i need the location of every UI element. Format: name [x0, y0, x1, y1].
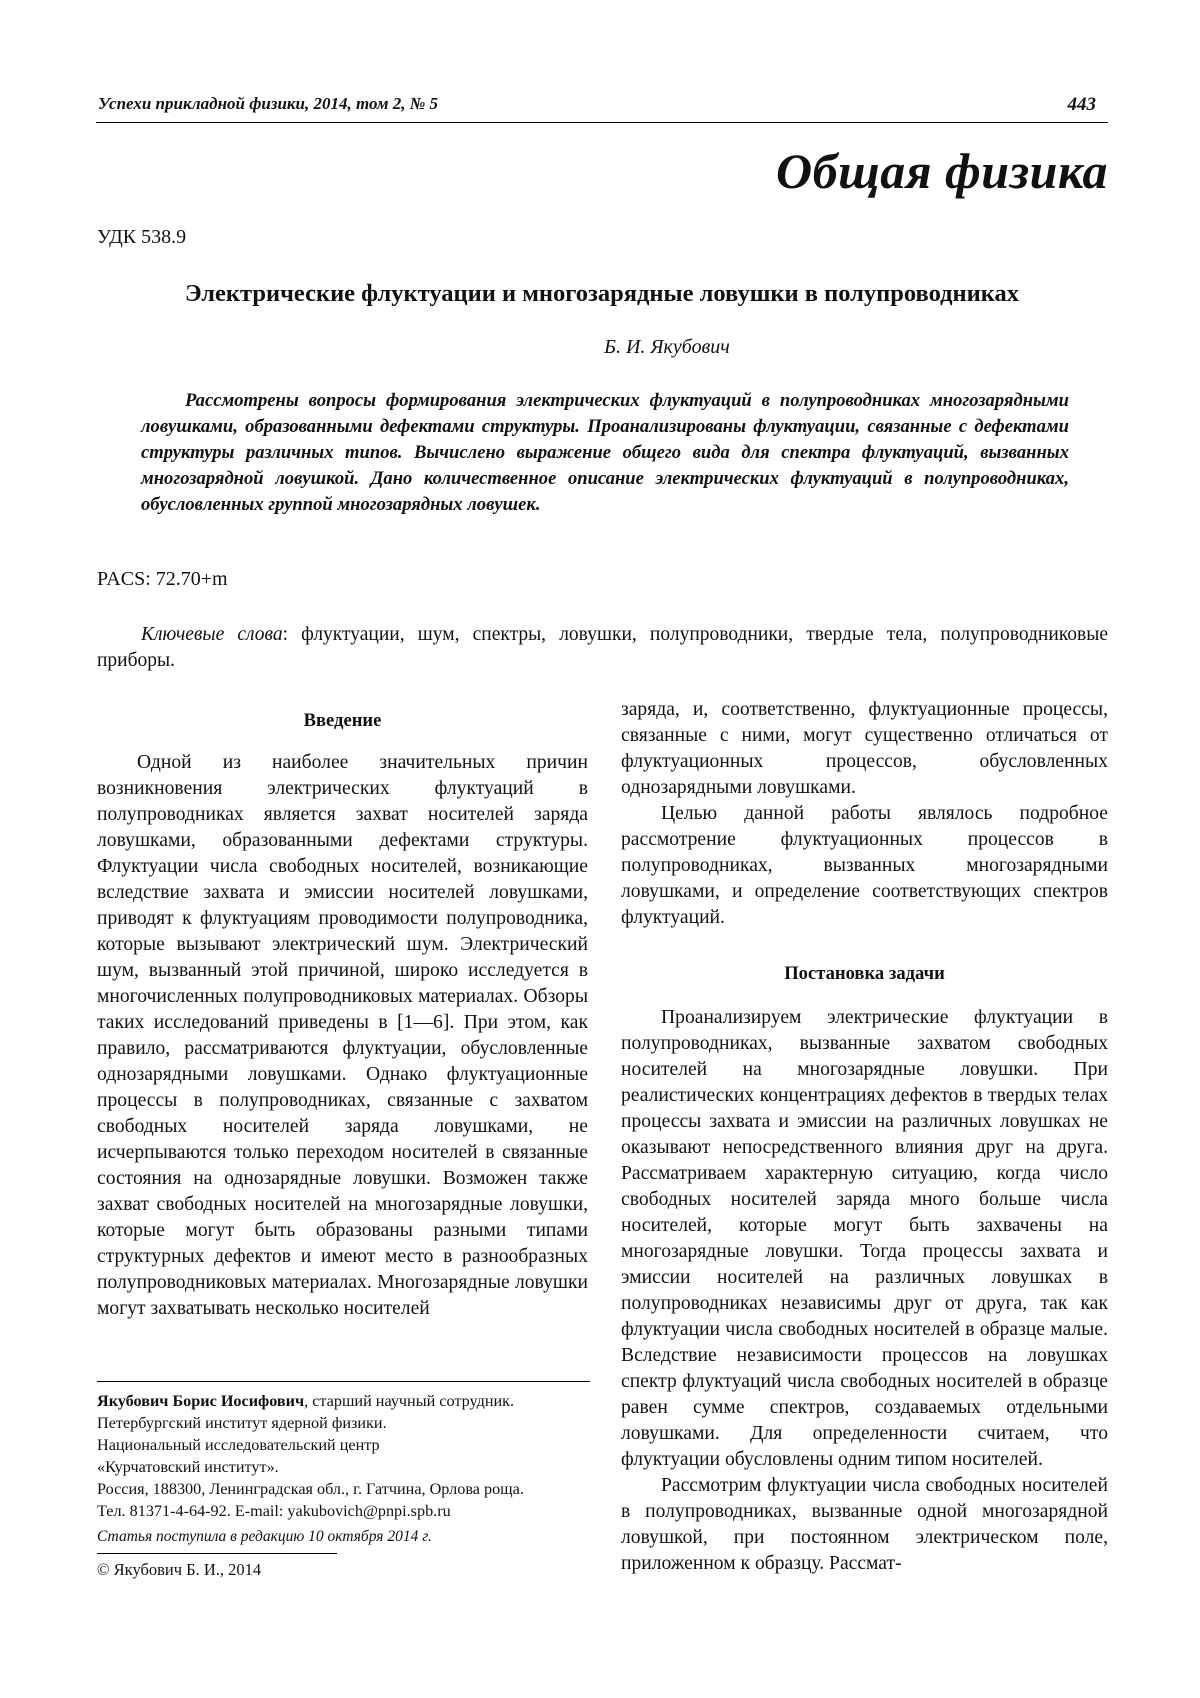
abstract: Рассмотрены вопросы формирования электрических флуктуаций в полупроводниках многозарядными ловушками, образованными дефектами структуры. Проанализированы флуктуации, связанные с дефектами структуры различных типов. Вычислено выражение общего вида для спектра флуктуаций, вызванных многозарядной ловушкой. Дано количественное описание электрических флуктуаций в полупроводниках, обусловленных группой многозарядных ловушек. — [141, 390, 1069, 515]
footnote-contacts: Тел. 81371-4-64-92. E-mail: yakubovich@pnpi.spb.ru — [97, 1502, 451, 1520]
keywords — [97, 622, 1108, 674]
copyright-divider — [97, 1553, 337, 1554]
footnote-institute: Петербургский институт ядерной физики. — [97, 1414, 387, 1432]
article-title: Электрические флуктуации и многозарядные ловушки в полупроводниках — [184, 280, 1020, 307]
keywords-list: : флуктуации, шум, спектры, ловушки, полупроводники, твердые тела, полупроводниковые приборы. — [97, 624, 1108, 671]
footnote-divider — [97, 1381, 590, 1382]
footnote-center: Национальный исследовательский центр — [97, 1436, 380, 1454]
footnote-author-position: , старший научный сотрудник. — [304, 1392, 515, 1410]
article-author: Б. И. Якубович — [604, 336, 730, 358]
left-column — [97, 708, 588, 1322]
aim-paragraph: Целью данной работы являлось подробное рассмотрение флуктуационных процессов в полупроводниках, вызванных многозарядными ловушками, и определение соответствующих спектров флуктуаций. — [621, 803, 1108, 928]
copyright: © Якубович Б. И., 2014 — [97, 1560, 262, 1579]
page-number: 443 — [1067, 94, 1096, 115]
udk-code: УДК 538.9 — [97, 226, 187, 248]
right-column — [621, 697, 1108, 1577]
footnote-author-name: Якубович Борис Иосифович — [97, 1392, 305, 1410]
continuation-paragraph: заряда, и, соответственно, флуктуационные процессы, связанные с ними, могут существенно отличаться от флуктуационных процессов, обусловленных однозарядными ловушками. — [621, 699, 1108, 798]
keywords-label: Ключевые слова — [141, 624, 283, 645]
journal-citation: Успехи прикладной физики, 2014, том 2, № 5 — [98, 94, 439, 113]
running-header — [96, 86, 1108, 123]
introduction-paragraph: Одной из наиболее значительных причин возникновения электрических флуктуаций в полупроводниках является захват носителей заряда ловушками, образованными дефектами структуры. Флуктуации числа свободных носителей, возникающие вследствие захвата и эмиссии носителей ловушками, приводят к флуктуациям проводимости полупроводника, которые вызывают электрический шум. Электрический шум, вызванный этой причиной, широко исследуется в многочисленных полупроводниковых материалах. Обзоры таких исследований приведены в [1—6]. При этом, как правило, рассматриваются флуктуации, обусловленные однозарядными ловушками. Однако флуктуационные процессы в полупроводниках, связанные с захватом свободных носителей заряда ловушками, не исчерпываются только переходом носителей в связанные состояния на однозарядные ловушки. Возможен также захват свободных носителей на многозарядные ловушки, которые могут быть образованы разными типами структурных дефектов и имеют место в разнообразных полупроводниковых материалах. Многозарядные ловушки могут захватывать несколько носителей — [97, 752, 588, 1319]
problem-paragraph-2: Рассмотрим флуктуации числа свободных носителей в полупроводниках, вызванные одной многозарядной ловушкой, при постоянном электрическом поле, приложенном к образцу. Рассмат- — [621, 1475, 1108, 1574]
heading-introduction: Введение — [303, 710, 382, 731]
footnote-address: Россия, 188300, Ленинградская обл., г. Гатчина, Орлова роща. — [97, 1480, 524, 1498]
problem-paragraph-1: Проанализируем электрические флуктуации в полупроводниках, вызванные захватом свободных носителей на многозарядные ловушки. При реалистических концентрациях дефектов в твердых телах процессы захвата и эмиссии на различных ловушках не оказывают непосредственного влияния друг на друга. Рассматриваем характерную ситуацию, когда число свободных носителей заряда много больше числа носителей, которые могут быть захвачены на многозарядные ловушки. Тогда процессы захвата и эмиссии носителей на различных ловушках в полупроводниках независимы друг от друга, так как флуктуации числа свободных носителей в образце малые. Вследствие независимости процессов на ловушках спектр флуктуаций числа свободных носителей в образце равен сумме спектров, создаваемых отдельными ловушками. Для определенности считаем, что флуктуации обусловлены одним типом носителей. — [621, 1007, 1108, 1470]
author-footnote — [97, 1390, 597, 1522]
section-title: Общая физика — [776, 143, 1108, 199]
received-date: Статья поступила в редакцию 10 октября 2014 г. — [97, 1528, 432, 1545]
heading-problem-statement: Постановка задачи — [784, 963, 945, 984]
footnote-kurchatov: «Курчатовский институт». — [97, 1458, 279, 1476]
pacs-code: PACS: 72.70+m — [97, 568, 228, 590]
